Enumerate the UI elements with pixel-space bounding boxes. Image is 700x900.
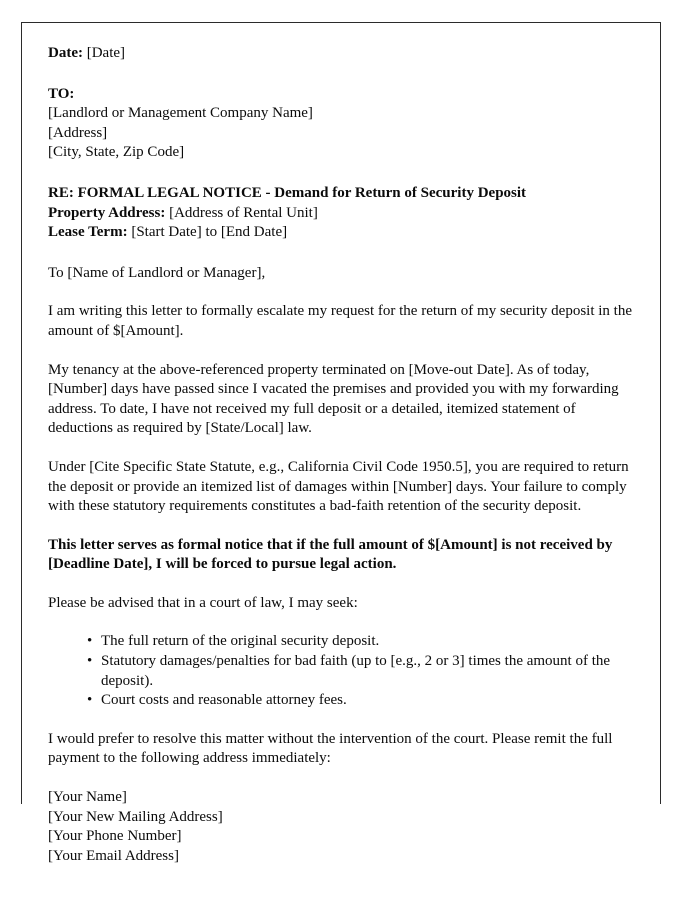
reference-block [48, 184, 634, 243]
property-address-label: Property Address: [48, 204, 166, 221]
paragraph-statutory-citation: Under [Cite Specific State Statute, e.g., California Civil Code 1950.5], you are required to return the deposit or provide an itemized list of damages within [Number] days. Your failure to comply with these statutory requirements constitutes a bad-faith retention of the security deposit. [48, 458, 629, 515]
paragraph-seek-intro: Please be advised that in a court of law, I may seek: [48, 594, 358, 611]
date-value: [Date] [86, 45, 126, 61]
to-label: TO: [48, 85, 75, 102]
spacer-before-signature [48, 769, 634, 788]
date-line [48, 44, 634, 64]
recipient-name: [Landlord or Management Company Name] [48, 105, 313, 122]
paragraph-formal-notice: This letter serves as formal notice that if the full amount of $[Amount] is not received by [Deadline Date], I will be forced to pursue legal action. [48, 536, 613, 573]
property-address-value: [Address of Rental Unit] [169, 204, 318, 221]
spacer-after-paragraph-2 [48, 439, 634, 458]
list-item: • The full return of the original security deposit. [87, 632, 634, 652]
list-item: • Court costs and reasonable attorney fees. [87, 691, 634, 711]
sender-phone: [Your Phone Number] [48, 828, 182, 845]
sender-mailing-address: [Your New Mailing Address] [48, 808, 223, 825]
lease-term-label: Lease Term: [48, 224, 128, 241]
paragraph-tenancy-timeline: My tenancy at the above-referenced property terminated on [Move-out Date]. As of today, [Number] days have passed since I vacated the premises and provided you with my forwarding address. To date, I have not received my full deposit or a detailed, itemized statement of deductions as required by [State/Local] law. [48, 361, 619, 437]
spacer-after-paragraph-1 [48, 342, 634, 361]
spacer-before-list [48, 613, 634, 632]
re-line: RE: FORMAL LEGAL NOTICE - Demand for Return of Security Deposit [48, 184, 527, 201]
paragraph-opening-demand: I am writing this letter to formally escalate my request for the return of my security deposit in the amount of $[Amount]. [48, 303, 632, 339]
sender-email: [Your Email Address] [48, 847, 179, 864]
salutation: To [Name of Landlord or Manager], [48, 264, 266, 281]
spacer-after-salutation [48, 283, 634, 302]
sender-name: [Your Name] [48, 789, 127, 806]
list-item: • Statutory damages/penalties for bad faith (up to [e.g., 2 or 3] times the amount of the deposit). [87, 652, 634, 691]
spacer-after-reference [48, 243, 634, 264]
date-label: Date: [48, 45, 83, 61]
sender-block [48, 788, 634, 866]
spacer-after-recipient [48, 163, 634, 184]
recipient-city-state-zip: [City, State, Zip Code] [48, 144, 185, 161]
spacer-after-list [48, 711, 634, 730]
recipient-block [48, 85, 634, 163]
lease-term-line [48, 223, 634, 243]
property-address-line [48, 204, 634, 224]
lease-term-value: [Start Date] to [End Date] [131, 224, 288, 241]
spacer-after-date [48, 64, 634, 85]
recipient-address: [Address] [48, 124, 108, 141]
letter-body [48, 44, 634, 866]
spacer-after-notice [48, 575, 634, 594]
spacer-after-paragraph-3 [48, 517, 634, 536]
remedies-list [48, 632, 634, 710]
paragraph-closing-resolution: I would prefer to resolve this matter without the intervention of the court. Please remit the full payment to the following address immediately: [48, 730, 613, 767]
